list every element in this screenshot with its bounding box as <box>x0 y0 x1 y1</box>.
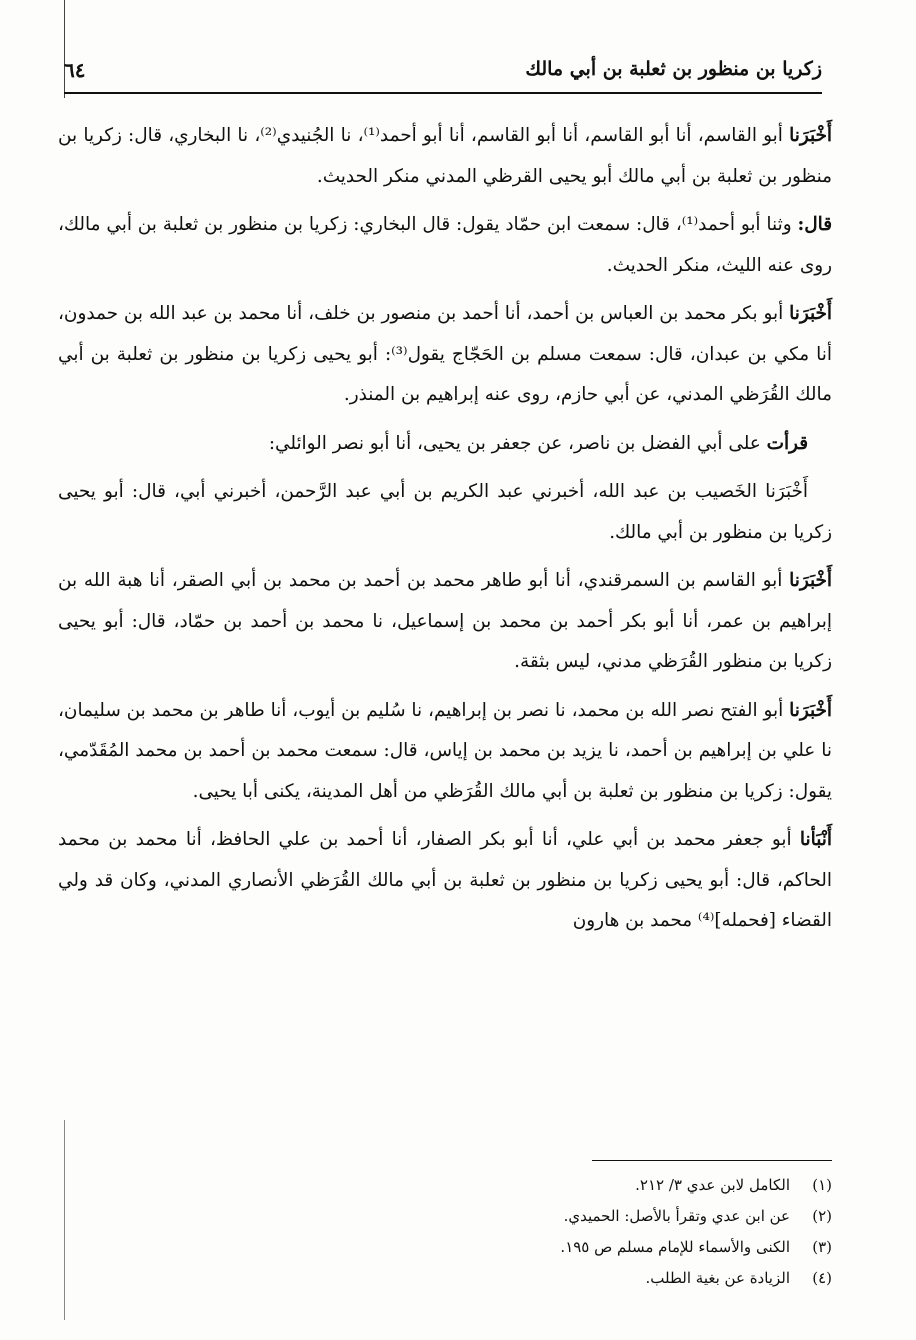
footnote-text: الزيادة عن بغية الطلب. <box>645 1269 790 1287</box>
paragraph <box>58 472 832 553</box>
paragraph <box>58 561 832 683</box>
page-header <box>64 56 822 94</box>
paragraph-keyword: قرأت <box>766 432 808 454</box>
footnote-text: الكنى والأسماء للإمام مسلم ص ١٩٥. <box>560 1238 790 1256</box>
footnote <box>220 1201 832 1232</box>
paragraph <box>58 294 832 416</box>
page-number: ٦٤ <box>64 58 86 82</box>
main-text <box>58 116 832 950</box>
paragraph-keyword: أَخْبَرَنا <box>789 699 832 721</box>
footnote-text: عن ابن عدي وتقرأ بالأصل: الحميدي. <box>563 1207 790 1225</box>
paragraph-text: أبو القاسم بن السمرقندي، أنا أبو طاهر محمد بن أحمد بن محمد بن أبي الصقر، أنا هبة الله بن إبراهيم بن عمر، أنا أبو بكر أحمد بن محمد بن إسماعيل، نا محمد بن أحمد بن حمّاد، قال: أبو يحيى زكريا بن منظور القُرَظي مدني، ليس بثقة. <box>58 570 832 672</box>
paragraph-keyword: قال: <box>797 214 832 235</box>
paragraph-text: على أبي الفضل بن ناصر، عن جعفر بن يحيى، أنا أبو نصر الوائلي: <box>268 432 767 454</box>
paragraph-text: أبو جعفر محمد بن أبي علي، أنا أبو بكر الصفار، أنا أحمد بن علي الحافظ، أنا محمد بن محمد الحاكم، قال: أبو يحيى زكريا بن منظور بن ثعلبة بن أبي مالك القُرَظي الأنصاري المدني، وكان قد ولي القضاء [فحمله]⁽⁴⁾ محمد بن هارون <box>58 829 832 931</box>
paragraph-keyword: أَنْبَأنا <box>799 829 832 850</box>
paragraph <box>58 116 832 197</box>
paragraph-text: أَخْبَرَنا الخَصيب بن عبد الله، أخبرني عبد الكريم بن أبي عبد الرَّحمن، أخبرني أبي، قال: أبو يحيى زكريا بن منظور بن أبي مالك. <box>58 481 832 543</box>
footnote <box>220 1232 832 1263</box>
paragraph <box>58 691 832 813</box>
paragraph <box>58 820 832 942</box>
footnote-text: الكامل لابن عدي ٣/ ٢١٢. <box>635 1176 790 1194</box>
paragraph-text: وثنا أبو أحمد⁽¹⁾، قال: سمعت ابن حمّاد يقول: قال البخاري: زكريا بن منظور بن ثعلبة بن أبي مالك، روى عنه الليث، منكر الحديث. <box>58 214 832 276</box>
paragraph-keyword: أَخْبَرَنا <box>789 570 832 591</box>
footnote-number: (٤) <box>812 1269 832 1287</box>
paragraph-text: أبو بكر محمد بن العباس بن أحمد، أنا أحمد بن منصور بن خلف، أنا محمد بن عبد الله بن حمدون، أنا مكي بن عبدان، قال: سمعت مسلم بن الحَجّاج يقول⁽³⁾: أبو يحيى زكريا بن منظور بن ثعلبة بن أبي مالك القُرَظي المدني، عن أبي حازم، روى عنه إبراهيم بن المنذر. <box>58 303 832 405</box>
paragraph-text: أبو الفتح نصر الله بن محمد، نا نصر بن إبراهيم، نا سُليم بن أيوب، أنا طاهر بن محمد بن سليمان، نا علي بن إبراهيم بن أحمد، نا يزيد بن محمد بن إياس، قال: سمعت محمد بن أحمد بن محمد المُقَدّمي، يقول: زكريا بن منظور بن ثعلبة بن أبي مالك القُرَظي من أهل المدينة، يكنى أبا يحيى. <box>58 699 832 802</box>
footnote <box>220 1170 832 1201</box>
paragraph-keyword: أَخْبَرَنا <box>789 125 832 146</box>
footnote-number: (٣) <box>812 1238 832 1256</box>
footnote-number: (٢) <box>812 1207 832 1225</box>
paragraph-text: أبو القاسم، أنا أبو القاسم، أنا أبو القاسم، أنا أبو أحمد⁽¹⁾، نا الجُنيدي⁽²⁾، نا البخاري، قال: زكريا بن منظور بن ثعلبة بن أبي مالك أبو يحيى القرظي المدني منكر الحديث. <box>58 125 832 187</box>
footnote-number: (١) <box>812 1176 832 1194</box>
footnote-separator <box>592 1160 832 1161</box>
paragraph-keyword: أَخْبَرَنا <box>789 303 832 324</box>
footnote <box>220 1263 832 1294</box>
paragraph <box>58 205 832 286</box>
footnotes <box>220 1170 832 1294</box>
paragraph <box>58 424 832 465</box>
margin-line-bottom <box>64 1120 65 1320</box>
running-title: زكريا بن منظور بن ثعلبة بن أبي مالك <box>525 58 822 80</box>
